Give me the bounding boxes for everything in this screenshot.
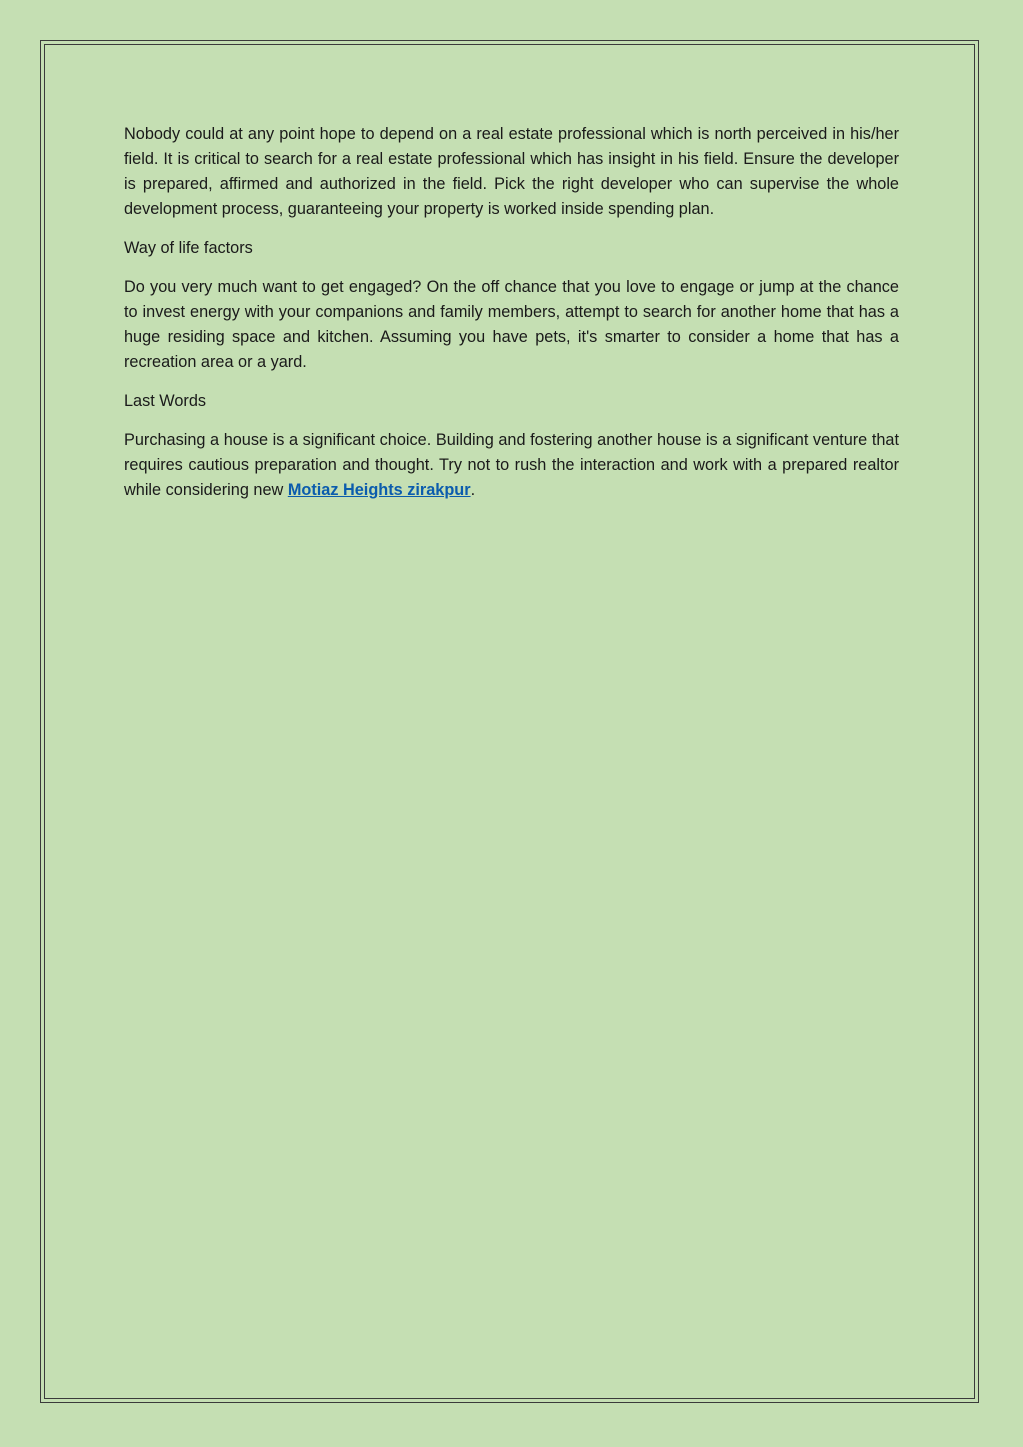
lifestyle-paragraph: Do you very much want to get engaged? On the off chance that you love to engage or jump at the chance to invest energy with your companions and family members, attempt to search for another home that has a huge residing space and kitchen. Assuming you have pets, it's smarter to consider a home that has a recreation area or a yard. [124,278,899,371]
last-words-heading: Last Words [124,392,207,410]
motiaz-heights-link[interactable]: Motiaz Heights zirakpur [287,481,471,499]
closing-paragraph [124,428,899,503]
intro-paragraph: Nobody could at any point hope to depend on a real estate professional which is north perceived in his/her field. It is critical to search for a real estate professional which has insight in his field. Ensure the developer is prepared, affirmed and authorized in the field. Pick the right developer who can supervise the whole development process, guaranteeing your property is worked inside spending plan. [124,125,899,218]
closing-text: Purchasing a house is a significant choice. Building and fostering another house is a significant venture that requires cautious preparation and thought. Try not to rush the interaction and work with a prepared realtor while considering new [124,431,899,499]
lifestyle-heading: Way of life factors [124,239,253,257]
document-body [124,122,899,517]
closing-period: . [470,481,476,499]
